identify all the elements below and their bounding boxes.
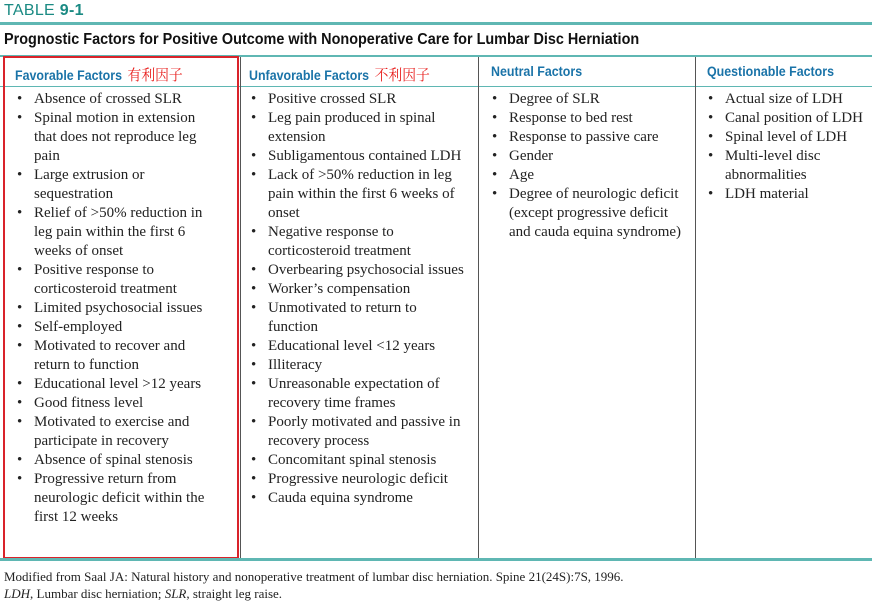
abbr-slr-def: , straight leg raise.: [186, 586, 283, 601]
list-item: • Unreasonable expectation of recovery time frames: [248, 375, 470, 413]
column-unfavorable: [248, 90, 470, 508]
bottom-rule: [0, 558, 872, 561]
list-item: • Poorly motivated and passive in recovery process: [248, 413, 470, 451]
list-item: • Cauda equina syndrome: [248, 489, 470, 508]
column-divider-1: [240, 57, 241, 558]
column-header-favorable-label: Favorable Factors: [15, 68, 122, 83]
abbr-slr-term: SLR: [164, 586, 187, 601]
footnote-source: Modified from Saal JA: Natural history and nonoperative treatment of lumbar disc herniation. Spine 21(24S):7S, 1996.: [4, 569, 624, 584]
list-item: • Educational level <12 years: [248, 337, 470, 356]
list-item: • Progressive return from neurologic deficit within the first 12 weeks: [14, 470, 218, 527]
list-item: • Negative response to corticosteroid treatment: [248, 223, 470, 261]
list-item: • Age: [489, 166, 689, 185]
list-item: • Multi-level disc abnormalities: [705, 147, 870, 185]
column-header-favorable-zh: 有利因子: [127, 67, 183, 84]
column-neutral: [489, 90, 689, 242]
column-header-unfavorable: [249, 64, 430, 85]
list-item: • Educational level >12 years: [14, 375, 218, 394]
table-label: [4, 2, 84, 20]
list-item: • Response to bed rest: [489, 109, 689, 128]
list-item: • Concomitant spinal stenosis: [248, 451, 470, 470]
list-item: • Degree of SLR: [489, 90, 689, 109]
list-item: • Motivated to recover and return to function: [14, 337, 218, 375]
list-item: • Gender: [489, 147, 689, 166]
column-header-questionable-label: Questionable Factors: [707, 64, 835, 79]
table-number: 9-1: [59, 2, 84, 19]
list-item: • Subligamentous contained LDH: [248, 147, 470, 166]
list-item: • Leg pain produced in spinal extension: [248, 109, 470, 147]
column-header-neutral-label: Neutral Factors: [491, 64, 583, 79]
list-item: • Good fitness level: [14, 394, 218, 413]
list-item: • Large extrusion or sequestration: [14, 166, 218, 204]
list-item: • Unmotivated to return to function: [248, 299, 470, 337]
list-item: • Degree of neurologic deficit (except progressive deficit and cauda equina syndrome): [489, 185, 689, 242]
list-item: • Self-employed: [14, 318, 218, 337]
list-item: • Absence of crossed SLR: [14, 90, 218, 109]
list-item: • Worker’s compensation: [248, 280, 470, 299]
list-item: • Illiteracy: [248, 356, 470, 375]
list-item: • Positive response to corticosteroid treatment: [14, 261, 218, 299]
column-divider-3: [695, 57, 696, 558]
column-header-unfavorable-label: Unfavorable Factors: [249, 68, 370, 83]
list-item: • Limited psychosocial issues: [14, 299, 218, 318]
list-item: • Spinal motion in extension that does not reproduce leg pain: [14, 109, 218, 166]
column-divider-2: [478, 57, 479, 558]
unfavorable-factors-list: [248, 90, 470, 508]
top-rule: [0, 22, 872, 25]
list-item: • Canal position of LDH: [705, 109, 870, 128]
column-header-neutral: [491, 64, 582, 79]
list-item: • LDH material: [705, 185, 870, 204]
column-questionable: [705, 90, 870, 204]
footnote-abbreviations: [4, 586, 282, 602]
questionable-factors-list: [705, 90, 870, 204]
abbr-ldh-term: LDH: [4, 586, 31, 601]
table-label-prefix: TABLE: [4, 2, 55, 19]
list-item: • Progressive neurologic deficit: [248, 470, 470, 489]
list-item: • Motivated to exercise and participate in recovery: [14, 413, 218, 451]
column-header-unfavorable-zh: 不利因子: [374, 67, 430, 84]
column-header-questionable: [707, 64, 834, 79]
list-item: • Actual size of LDH: [705, 90, 870, 109]
list-item: • Relief of >50% reduction in leg pain within the first 6 weeks of onset: [14, 204, 218, 261]
table-title: Prognostic Factors for Positive Outcome with Nonoperative Care for Lumbar Disc Herniation: [4, 31, 640, 48]
list-item: • Response to passive care: [489, 128, 689, 147]
abbr-ldh-def: , Lumbar disc herniation;: [30, 586, 165, 601]
highlight-box: [3, 56, 239, 559]
list-item: • Positive crossed SLR: [248, 90, 470, 109]
neutral-factors-list: [489, 90, 689, 242]
list-item: • Lack of >50% reduction in leg pain within the first 6 weeks of onset: [248, 166, 470, 223]
list-item: • Overbearing psychosocial issues: [248, 261, 470, 280]
list-item: • Absence of spinal stenosis: [14, 451, 218, 470]
list-item: • Spinal level of LDH: [705, 128, 870, 147]
